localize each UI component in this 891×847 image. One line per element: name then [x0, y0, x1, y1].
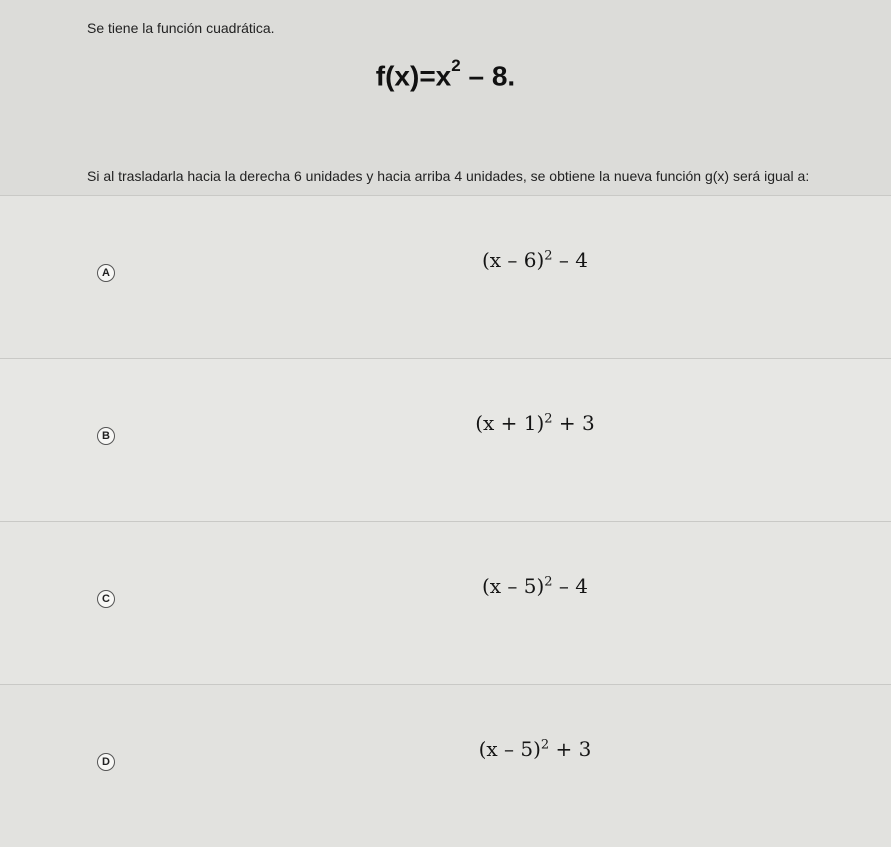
formula-lhs: f(x)=x	[375, 60, 452, 92]
option-letter-badge[interactable]: A	[97, 264, 115, 282]
option-letter-badge[interactable]: D	[97, 753, 115, 771]
option-letter-badge[interactable]: C	[97, 590, 115, 608]
option-expression	[0, 411, 891, 435]
answer-options	[0, 195, 891, 847]
question-text: Si al trasladarla hacia la derecha 6 unidades y hacia arriba 4 unidades, se obtiene la nueva función g(x) será igual a:	[87, 168, 810, 184]
option-tail: – 4	[552, 574, 589, 598]
option-expression	[0, 737, 891, 761]
option-exponent: 2	[544, 248, 553, 264]
option-exponent: 2	[540, 737, 550, 753]
option-expression	[0, 248, 891, 272]
formula-exponent: 2	[451, 56, 461, 75]
option-base: (x + 1)	[475, 411, 545, 435]
option-expression	[0, 574, 891, 598]
option-exponent: 2	[544, 411, 553, 427]
option-exponent: 2	[544, 574, 553, 590]
option-c[interactable]	[0, 521, 891, 684]
option-base: (x – 5)	[481, 574, 545, 598]
option-tail: + 3	[552, 411, 595, 435]
option-tail: – 4	[552, 248, 589, 272]
intro-text: Se tiene la función cuadrática.	[87, 20, 275, 36]
option-base: (x – 5)	[478, 737, 541, 761]
option-letter-badge[interactable]: B	[97, 427, 115, 445]
option-b[interactable]	[0, 358, 891, 521]
option-base: (x – 6)	[481, 248, 545, 272]
option-d[interactable]	[0, 684, 891, 847]
formula-rhs: – 8.	[460, 60, 516, 92]
quadratic-formula	[0, 56, 891, 92]
option-tail: + 3	[549, 737, 592, 761]
option-a[interactable]	[0, 195, 891, 358]
